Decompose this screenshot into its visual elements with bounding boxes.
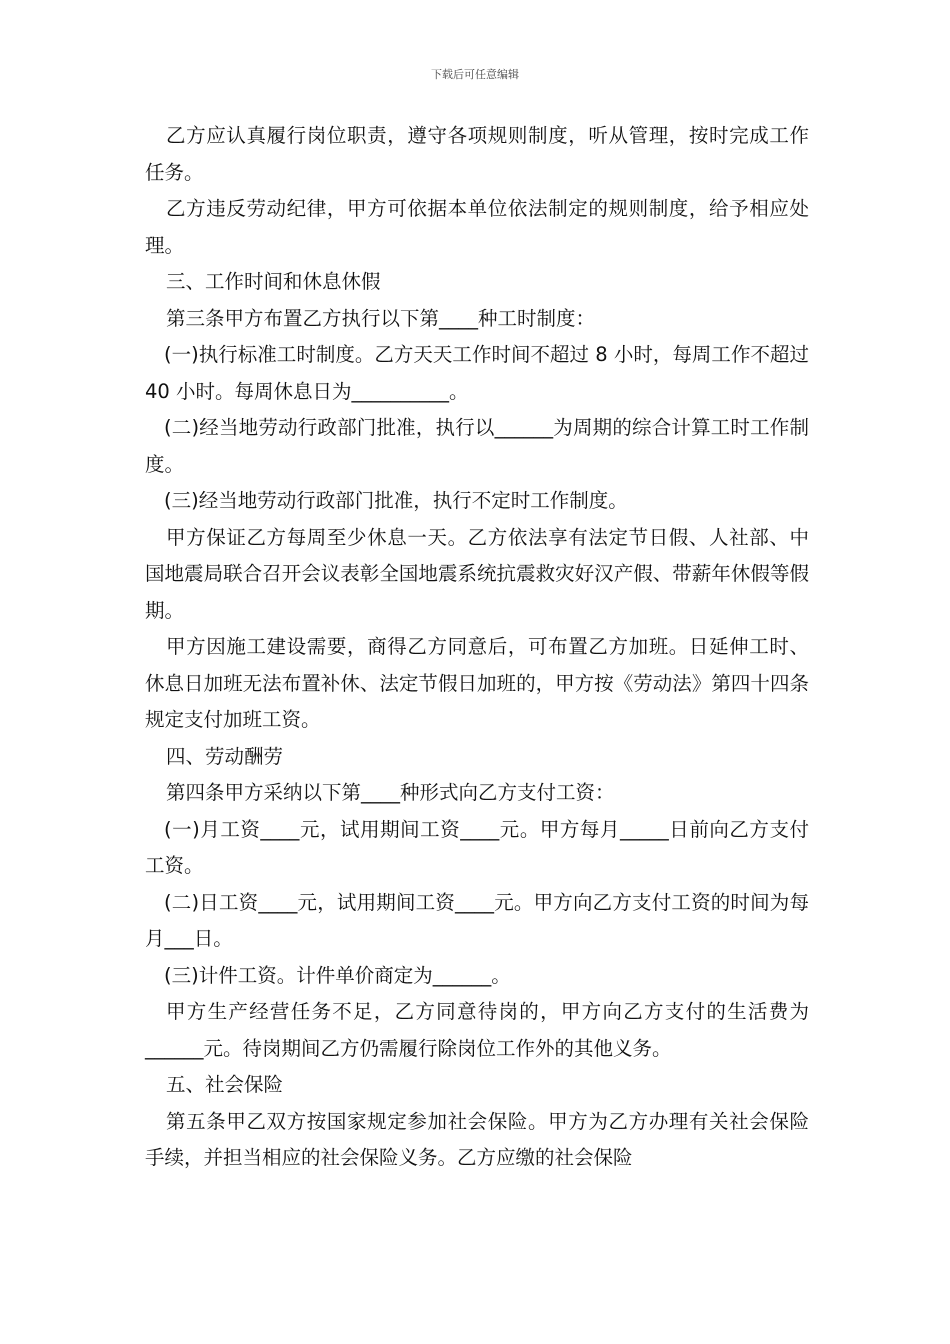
list-item: (三)计件工资。计件单价商定为______。 <box>164 963 511 987</box>
list-item: (二)日工资____元，试用期间工资____元。甲方向乙方支付工资的时间为每月___日。 <box>145 890 809 950</box>
paragraph: 第三条甲方布置乙方执行以下第____种工时制度： <box>166 306 596 330</box>
list-item: (三)经当地劳动行政部门批准，执行不定时工作制度。 <box>164 489 628 512</box>
list-item: (一)月工资____元，试用期间工资____元。甲方每月_____日前向乙方支付工资。 <box>145 817 809 877</box>
paragraph: 乙方应认真履行岗位职责，遵守各项规则制度，听从管理，按时完成工作任务。 <box>145 124 809 184</box>
document-body <box>145 118 809 1177</box>
paragraph: 乙方违反劳动纪律，甲方可依据本单位依法制定的规则制度，给予相应处理。 <box>145 197 809 257</box>
paragraph: 甲方生产经营任务不足，乙方同意待岗的，甲方向乙方支付的生活费为______元。待岗期间乙方仍需履行除岗位工作外的其他义务。 <box>145 1000 809 1060</box>
paragraph: 甲方保证乙方每周至少休息一天。乙方依法享有法定节日假、人社部、中国地震局联合召开会议表彰全国地震系统抗震救灾好汉产假、带薪年休假等假期。 <box>145 525 809 622</box>
list-item: (二)经当地劳动行政部门批准，执行以______为周期的综合计算工时工作制度。 <box>145 416 809 476</box>
page-header: 下载后可任意编辑 <box>431 68 519 81</box>
section-heading: 三、工作时间和休息休假 <box>166 270 381 293</box>
section-heading: 四、劳动酬劳 <box>166 744 284 768</box>
paragraph: 甲方因施工建设需要，商得乙方同意后，可布置乙方加班。日延伸工时、休息日加班无法布置补休、法定节假日加班的，甲方按《劳动法》第四十四条规定支付加班工资。 <box>145 635 809 731</box>
list-item: (一)执行标准工时制度。乙方天天工作时间不超过 8 小时，每周工作不超过 40 小时。每周休息日为__________。 <box>145 343 809 403</box>
paragraph: 第四条甲方采纳以下第____种形式向乙方支付工资： <box>166 781 615 804</box>
section-heading: 五、社会保险 <box>166 1073 284 1096</box>
paragraph: 第五条甲乙双方按国家规定参加社会保险。甲方为乙方办理有关社会保险手续，并担当相应的社会保险义务。乙方应缴的社会保险 <box>145 1109 809 1169</box>
